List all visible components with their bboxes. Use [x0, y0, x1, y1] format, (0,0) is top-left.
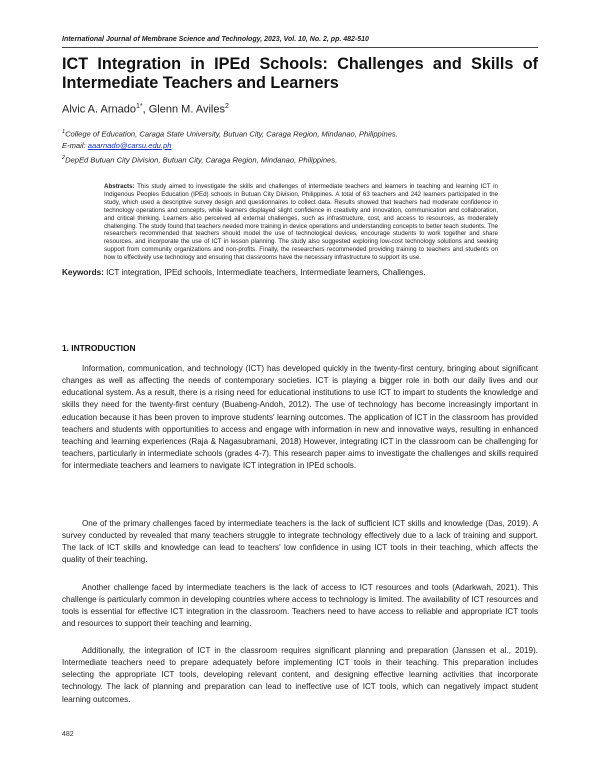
- body-paragraph: One of the primary challenges faced by intermediate teachers is the lack of sufficient ICT skills and knowledge (Das, 2019). A survey conducted by revealed that many teachers struggle to integrate technology effectively due to a lack of training and support. The lack of ICT skills and knowledge can lead to teachers' low confidence in using ICT tools in their teaching, which affects the quality of their teaching.: [62, 519, 538, 565]
- author-separator: ,: [142, 103, 149, 116]
- affiliation-1-superscript: 1: [62, 129, 66, 135]
- abstract-text: This study aimed to investigate the skills and challenges of intermediate teachers and learners in teaching and learning ICT in Indigenous Peoples Education (IPEd) schools in Butuan City Division, Philippines. A total of 63 teachers and 242 learners participated in the study, which used a descriptive survey design and questionnaires to collect data. Results showed that teachers had moderate confidence in technology operations and concepts, while learners displayed slight confidence in creativity and innovation, communication and collaboration, and critical thinking. Learners also perceived all external challenges, such as infrastructure, cost, and access to resources, as moderately challenging. The study found that teachers needed more training in device operations and understanding concepts to better teach students. The researchers recommended that teachers should model the use of technological devices, encourage students to work together and share resources, and incorporate the use of ICT in lesson planning. The study also suggested exploring low-cost technology solutions and seeking support from community organizations and non-profits. Finally, the researchers recommended providing training to teachers and students on how to effectively use technology and ensuring that classrooms have the necessary infrastructure to support its use.: [104, 183, 498, 262]
- keywords: [62, 268, 538, 277]
- author-1: Alvic A. Arnado: [62, 103, 136, 116]
- page-number: 482: [62, 731, 74, 738]
- abstract-label: Abstracts:: [104, 183, 135, 190]
- author-2-superscript: 2: [224, 103, 229, 110]
- affiliation-2-superscript: 2: [62, 155, 66, 161]
- email-label: E-mail:: [62, 141, 88, 150]
- author-2: Glenn M. Aviles: [148, 103, 225, 116]
- body-paragraph: Additionally, the integration of ICT in the classroom requires significant planning and preparation (Janssen et al., 2019). Intermediate teachers need to prepare adequately before implementing ICT tools in their teaching. This preparation includes selecting the appropriate ICT tools, developing relevant content, and designing effective learning activities that incorporate technology. The lack of planning and preparation can lead to ineffective use of ICT tools, which can negatively impact student learning outcomes.: [62, 646, 538, 704]
- affiliation-1: [62, 127, 538, 140]
- affiliation-2: [62, 153, 538, 166]
- paper-title: ICT Integration in IPEd Schools: Challenges and Skills of Intermediate Teachers and Learners: [62, 55, 538, 92]
- journal-header: International Journal of Membrane Science and Technology, 2023, Vol. 10, No. 2, pp. 482-510: [62, 36, 369, 43]
- abstract: [104, 183, 498, 262]
- affiliation-2-text: DepEd Butuan City Division, Butuan City, Caraga Region, Mindanao, Philippines.: [65, 155, 338, 165]
- section-heading: 1. INTRODUCTION: [62, 343, 136, 353]
- affiliation-1-text: College of Education, Caraga State University, Butuan City, Caraga Region, Mindanao, Philippines.: [65, 129, 398, 139]
- body-paragraph: Information, communication, and technology (ICT) has developed quickly in the twenty-first century, bringing about significant changes as well as affecting the needs of contemporary societies. ICT is playing a bigger role in both our daily lives and our educational system. As a result, there is a rising need for educational institutions to use ICT to impart to students the knowledge and skills they need for the twenty-first century (Buabeng-Andoh, 2012). The use of technology has become increasingly important in education because it has been proven to improve students' learning outcomes. The application of ICT in the classroom has provided teachers and students with opportunities to access and engage with information in new and innovative ways, resulting in enhanced teaching and learning experiences (Raja & Nagasubramani, 2018) However, integrating ICT in the classroom can be challenging for teachers, particularly in intermediate schools (grades 4-7). This research paper aims to investigate the challenges and skills required for intermediate teachers and learners to navigate ICT integration in IPEd schools.: [62, 364, 538, 471]
- header-rule: [62, 47, 538, 48]
- author-1-superscript: 1*: [136, 103, 143, 110]
- email-link[interactable]: aaarnado@carsu.edu.ph: [87, 141, 172, 150]
- body-paragraph: Another challenge faced by intermediate teachers is the lack of access to ICT resources and tools (Adarkwah, 2021). This challenge is particularly common in developing countries where access to technology is limited. The availability of ICT resources and tools is essential for effective ICT integration in the classroom. Teachers need to have access to reliable and appropriate ICT tools and resources to support their teaching and learning.: [62, 583, 538, 629]
- author-line: [62, 103, 229, 116]
- email-line: [62, 140, 538, 151]
- keywords-text: ICT integration, IPEd schools, Intermediate teachers, Intermediate learners, Challenges.: [103, 268, 426, 277]
- keywords-label: Keywords:: [62, 268, 104, 277]
